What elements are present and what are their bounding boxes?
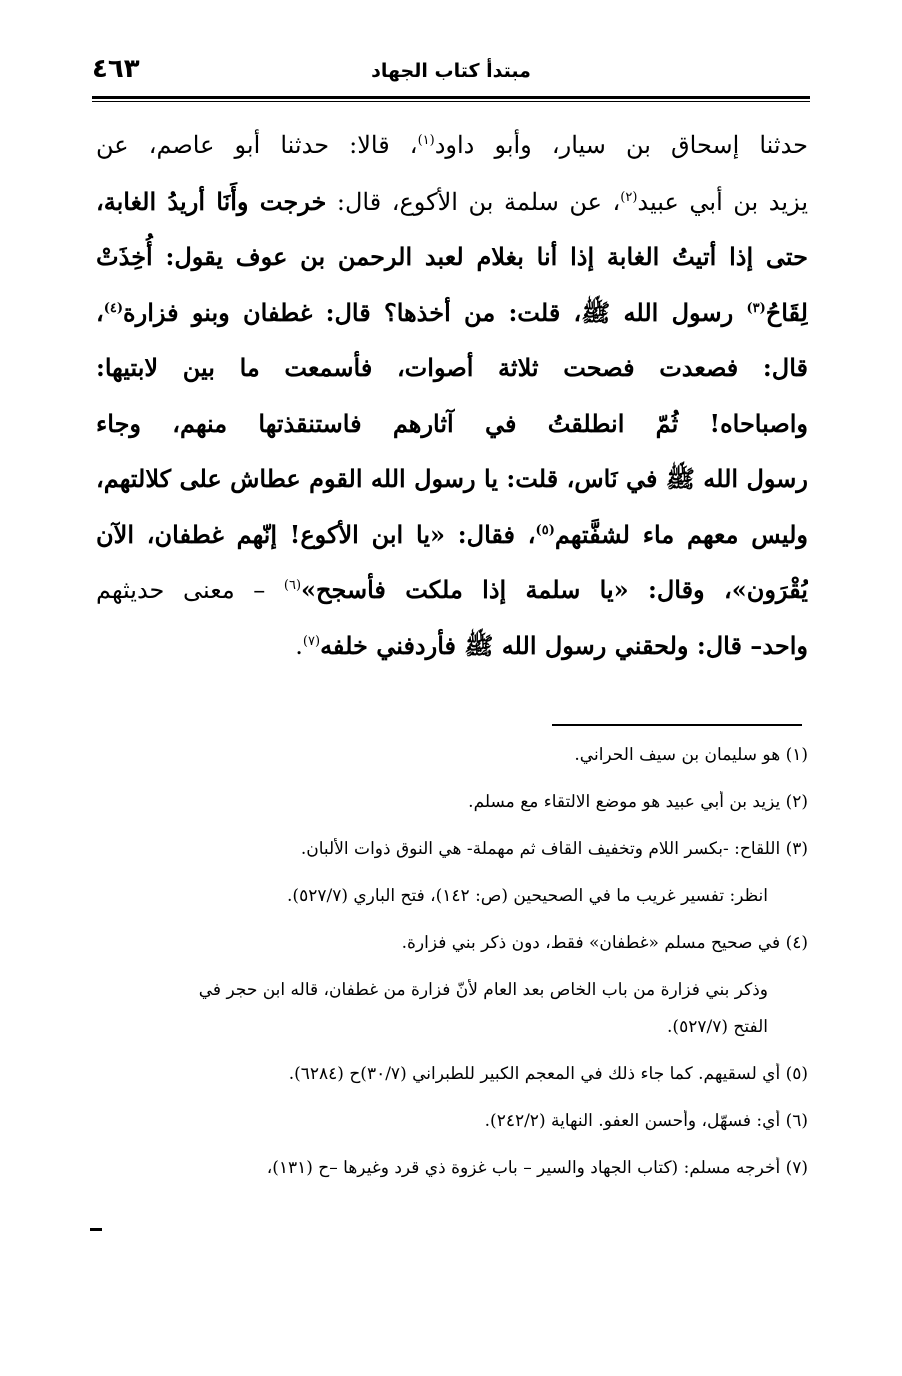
page-number: ٤٦٣: [92, 54, 140, 84]
text-line-8: وليس معهم ماء لشفَّتهم$^{(٥)}$، فقال: «يا ابن الأكوع! إنّهم غطفان، الآن: [96, 519, 808, 549]
text-line-5: قال: فصعدت فصحت ثلاثة أصوات، فأسمعت ما بين لابتيها:: [96, 353, 808, 382]
page-header: [92, 54, 810, 94]
text-line-2: يزيد بن أبي عبيد$^{(٢)}$، عن سلمة بن الأكوع، قال: خرجت وأَنَا أريدُ الغابة،: [96, 186, 808, 216]
footnote-4-continued-2: الفتح (٥٢٧/٧).: [667, 1017, 768, 1037]
footnote-6: (٦) أي: فسهّل، وأحسن العفو. النهاية (٢٤٢/٢).: [484, 1111, 808, 1131]
footnote-ref-4: (٤): [103, 300, 124, 316]
footnote-4: (٤) في صحيح مسلم «غطفان» فقط، دون ذكر بني فزارة.: [401, 933, 808, 953]
footnote-ref-6: (٦): [283, 578, 302, 593]
text-line-1: حدثنا إسحاق بن سيار، وأبو داود$^{(١)}$، قالا: حدثنا أبو عاصم، عن: [96, 131, 808, 159]
text-line-3: حتى إذا أتيتُ الغابة إذا أنا بغلام لعبد الرحمن بن عوف يقول: أُخِذَتْ: [96, 242, 808, 271]
footnote-1: (١) هو سليمان بن سيف الحراني.: [574, 745, 808, 765]
footnote-ref-5: (٥): [535, 522, 555, 538]
text-line-4: لِقَاحُ$^{(٣)}$ رسول الله ﷺ، قلت: من أخذها؟ قال: غطفان وبنو فزارة$^{(٤)}$،: [96, 297, 808, 327]
footnote-ref-1: (١): [417, 133, 435, 148]
footnote-7: (٧) أخرجه مسلم: (كتاب الجهاد والسير – باب غزوة ذي قرد وغيرها –ح (١٣١)،: [266, 1158, 808, 1178]
text-line-7: رسول الله ﷺ في نَاس، قلت: يا رسول الله القوم عطاش على كلالتهم،: [96, 464, 808, 493]
footnote-3: (٣) اللقاح: -بكسر اللام وتخفيف القاف ثم مهملة- هي النوق ذوات الألبان.: [300, 839, 808, 859]
continuation-mark: [90, 1228, 102, 1231]
text-line-10: واحد– قال: ولحقني رسول الله ﷺ فأردفني خلفه$^{(٧)}$.: [295, 630, 808, 660]
footnotes: [96, 744, 808, 1180]
footnote-3-continued: انظر: تفسير غريب ما في الصحيحين (ص: ١٤٢)، فتح الباري (٥٢٧/٧).: [287, 886, 768, 906]
footnote-ref-3: (٣): [746, 300, 766, 316]
footnote-ref-7: (٧): [302, 633, 321, 649]
running-title: مبتدأ كتاب الجهاد: [371, 60, 531, 82]
header-rule-thin: [92, 101, 810, 102]
footnote-separator: [552, 724, 802, 726]
main-text: [96, 118, 808, 673]
footnote-2: (٢) يزيد بن أبي عبيد هو موضع الالتقاء مع مسلم.: [468, 792, 808, 812]
footnote-ref-2: (٢): [620, 189, 638, 205]
footnote-5: (٥) أي لسقيهم. كما جاء ذلك في المعجم الكبير للطبراني (٣٠/٧)ح (٦٢٨٤).: [288, 1064, 808, 1084]
text-line-9: يُقْرَون»، وقال: «يا سلمة إذا ملكت فأسجح»$^{(٦)}$ – معنى حديثهم: [96, 575, 808, 604]
footnote-4-continued: وذكر بني فزارة من باب الخاص بعد العام لأنّ فزارة من غطفان، قاله ابن حجر في: [198, 980, 768, 1000]
text-line-6: واصباحاه! ثُمّ انطلقتُ في آثارهم فاستنقذتها منهم، وجاء: [96, 408, 808, 438]
header-rule-thick: [92, 96, 810, 99]
